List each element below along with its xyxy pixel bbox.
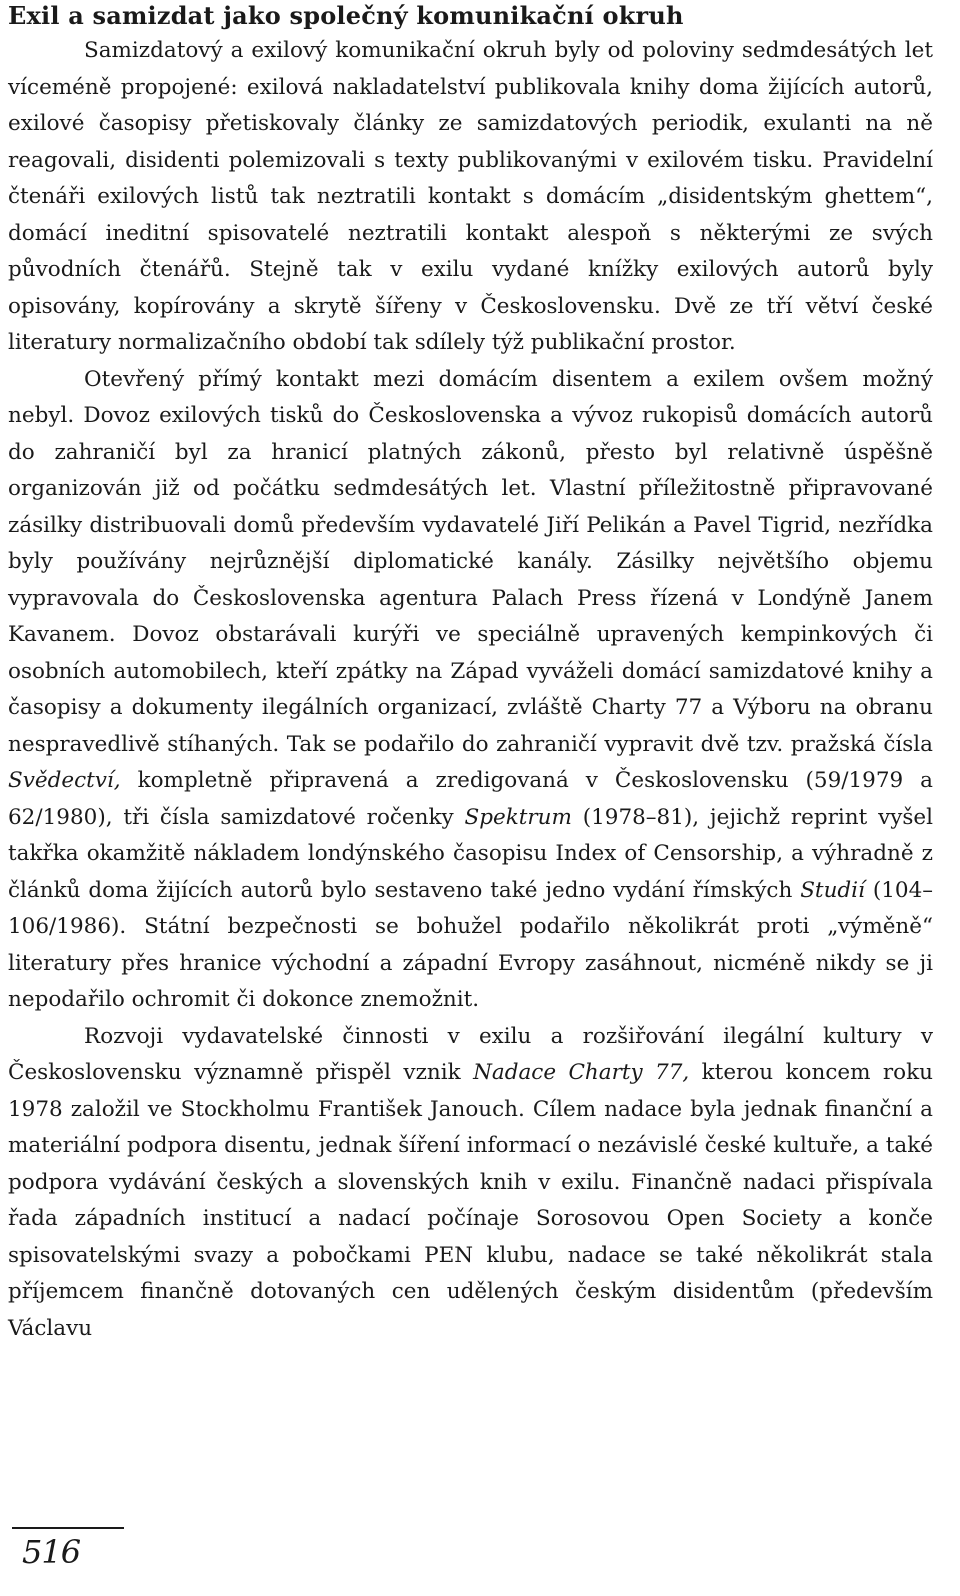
italic-title: Nadace Charty 77, (473, 1060, 690, 1085)
paragraph (8, 362, 933, 1019)
italic-title: Svědectví, (8, 768, 121, 793)
text-run: Rozvoji vydavatelské činnosti v exilu a rozšiřování ilegální kultury v Československu významně přispěl vznik (8, 1023, 933, 1085)
section-heading: Exil a samizdat jako společný komunikační okruh (8, 1, 684, 30)
paragraph (8, 33, 933, 362)
page-number: 516 (22, 1533, 81, 1571)
text-run: (104–106/1986). Státní bezpečnosti se bohužel podařilo několikrát proti „výměně“ literatury přes hranice východní a západní Evropy zasáhnout, nicméně nikdy se ji nepodařilo ochromit či dokonce znemožnit. (8, 877, 933, 1012)
italic-title: Studií (800, 877, 865, 903)
text-run: Otevřený přímý kontakt mezi domácím disentem a exilem ovšem možný nebyl. Dovoz exilových tisků do Československa a vývoz rukopisů domácích autorů do zahraničí byl za hranicí platných zákonů, přesto byl relativně úspěšně organizován již od počátku sedmdesátých let. Vlastní příležitostně připravované zásilky distribuovali domů především vydavatelé Jiří Pelikán a Pavel Tigrid, nezřídka byly používány nejrůznější diplomatické kanály. Zásilky největšího objemu vypravovala do Československa agentura Palach Press řízená v Londýně Janem Kavanem. Dovoz obstarávali kurýři ve speciálně upravených kempinkových či osobních automobilech, kteří zpátky na Západ vyváželi domácí samizdatové knihy a časopisy a dokumenty ilegálních organizací, zvláště Charty 77 a Výboru na obranu nespravedlivě stíhaných. Tak se podařilo do zahraničí vypravit dvě tzv. pražská čísla (8, 366, 933, 757)
text-run: (1978–81), jejichž reprint vyšel takřka okamžitě nákladem londýnského časopisu Index of Censorship, a výhradně z článků doma žijících autorů bylo sestaveno také jedno vydání římských (8, 804, 934, 903)
italic-title: Spektrum (464, 804, 572, 830)
page-body (8, 0, 933, 1347)
paragraph (8, 1019, 933, 1348)
text-run: kompletně připravená a zredigovaná v Československu (59/1979 a 62/1980), tři čísla samizdatové ročenky (8, 768, 933, 830)
footer-rule (12, 1527, 124, 1529)
text-run: kterou koncem roku 1978 založil ve Stockholmu František Janouch. Cílem nadace byla jednak finanční a materiální podpora disentu, jednak šíření informací o nezávislé české kultuře, a také podpora vydávání českých a slovenských knih v exilu. Finančně nadaci přispívala řada západních institucí a nadací počínaje Sorosovou Open Society a konče spisovatelskými svazy a pobočkami PEN klubu, nadace se také několikrát stala příjemcem finančně dotovaných cen udělených českým disidentům (především Václavu (8, 1060, 933, 1341)
text-run: Samizdatový a exilový komunikační okruh byly od poloviny sedmdesátých let víceméně propojené: exilová nakladatelství publikovala knihy doma žijících autorů, exilové časopisy přetiskovaly články ze samizdatových periodik, exulanti na ně reagovali, disidenti polemizovali s texty publikovanými v exilovém tisku. Pravidelní čtenáři exilových listů tak neztratili kontakt s domácím „disidentským ghettem“, domácí ineditní spisovatelé neztratili kontakt alespoň s některými ze svých původních čtenářů. Stejně tak v exilu vydané knížky exilových autorů byly opisovány, kopírovány a skrytě šířeny v Československu. Dvě ze tří větví české literatury normalizačního období tak sdílely týž publikační prostor. (8, 38, 933, 355)
body-text (8, 33, 933, 1347)
